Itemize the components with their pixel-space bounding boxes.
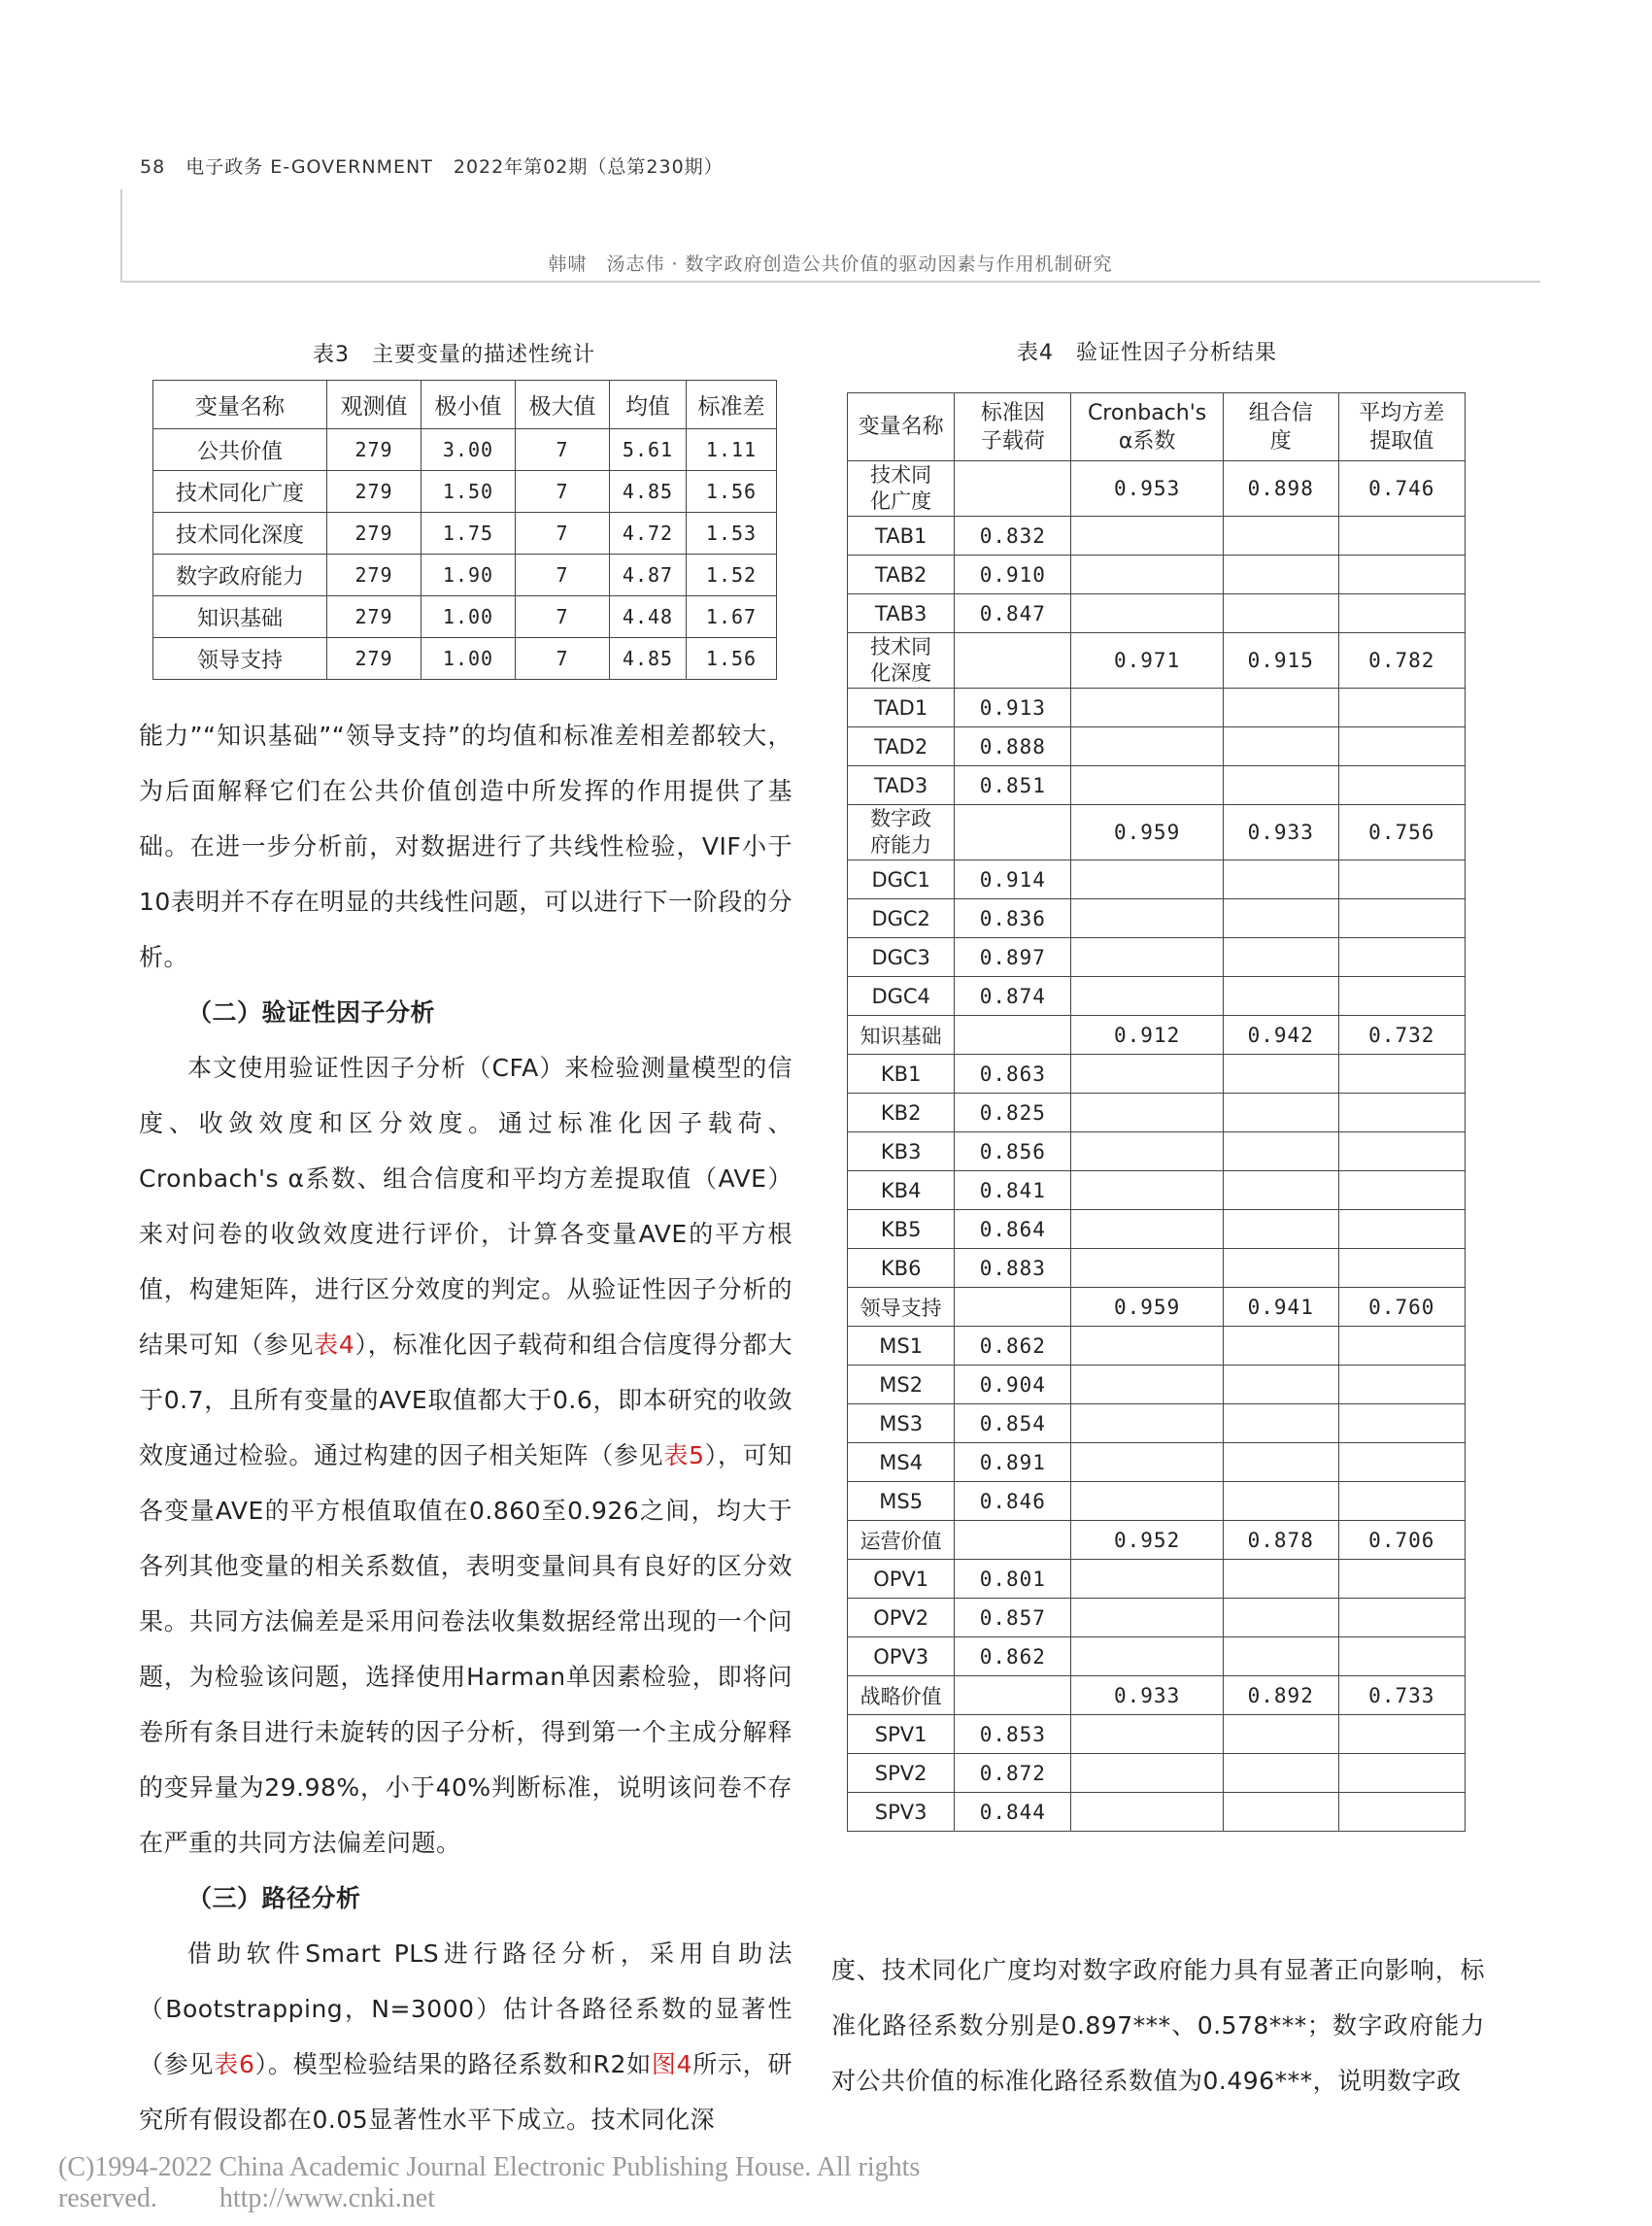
table4-value-cell: 0.941 — [1223, 1288, 1338, 1327]
table3-value-cell: 1.75 — [421, 513, 516, 555]
table4-variable-cell: 技术同化广度 — [848, 461, 955, 517]
table4-variable-cell: SPV1 — [848, 1715, 955, 1754]
table4-value-cell — [1338, 1055, 1465, 1094]
table3-variable-cell: 技术同化深度 — [153, 513, 327, 555]
table4-row — [848, 1560, 1466, 1599]
table4-value-cell: 0.847 — [955, 594, 1071, 633]
table4-row — [848, 1288, 1466, 1327]
table3-value-cell: 5.61 — [610, 429, 687, 471]
table4-value-cell — [955, 805, 1071, 860]
table4-value-cell: 0.851 — [955, 766, 1071, 805]
right-column-text — [831, 1942, 1485, 2108]
table4-value-cell — [1071, 1482, 1224, 1521]
table4-value-cell — [1071, 1443, 1224, 1482]
table4-value-cell — [1338, 860, 1465, 899]
table4-value-cell — [1223, 1599, 1338, 1637]
ref-table5-link[interactable]: 表5 — [663, 1441, 705, 1469]
table4-variable-cell: KB3 — [848, 1132, 955, 1171]
table4-variable-cell: OPV2 — [848, 1599, 955, 1637]
table4-value-cell — [1223, 1171, 1338, 1210]
table4-value-cell — [1338, 1132, 1465, 1171]
table4-header-row — [848, 393, 1466, 461]
ref-table6-link[interactable]: 表6 — [214, 2050, 255, 2078]
table4-value-cell — [1071, 1132, 1224, 1171]
table4-value-cell — [1338, 1560, 1465, 1599]
table4-value-cell: 0.862 — [955, 1637, 1071, 1676]
table4-variable-cell: TAD3 — [848, 766, 955, 805]
section-heading-cfa: （二）验证性因子分析 — [187, 998, 436, 1027]
table4-value-cell — [1338, 766, 1465, 805]
table4-variable-cell: KB5 — [848, 1210, 955, 1249]
table4-value-cell — [955, 1676, 1071, 1715]
table4-value-cell — [1071, 1171, 1224, 1210]
table3-value-cell: 7 — [516, 471, 610, 513]
left-column-text — [139, 708, 792, 2147]
table4-value-cell: 0.910 — [955, 556, 1071, 594]
table4-header-cell: 平均方差提取值 — [1338, 393, 1465, 461]
header-horizontal-rule — [120, 281, 1540, 283]
table4-value-cell — [1223, 938, 1338, 977]
table4-value-cell — [1223, 1055, 1338, 1094]
table4-value-cell — [1071, 689, 1224, 727]
table4-row — [848, 805, 1466, 860]
table4-row — [848, 689, 1466, 727]
table4-value-cell — [1223, 1482, 1338, 1521]
table4-value-cell — [1338, 1210, 1465, 1249]
table4-value-cell — [1071, 1210, 1224, 1249]
table3-value-cell: 3.00 — [421, 429, 516, 471]
table3-header-row — [153, 381, 777, 429]
table4-value-cell — [1071, 1754, 1224, 1793]
table4-value-cell — [1338, 594, 1465, 633]
table4-value-cell — [1223, 1249, 1338, 1288]
table3-value-cell: 4.72 — [610, 513, 687, 555]
table4-value-cell — [1223, 517, 1338, 556]
table4-value-cell — [1223, 1327, 1338, 1366]
table4-value-cell — [1071, 1637, 1224, 1676]
table4-value-cell — [1223, 1404, 1338, 1443]
table4-value-cell — [1338, 977, 1465, 1016]
table4-value-cell: 0.952 — [1071, 1521, 1224, 1560]
table4-value-cell: 0.897 — [955, 938, 1071, 977]
table4-value-cell — [1338, 1637, 1465, 1676]
footer — [58, 2152, 1360, 2214]
table4-value-cell: 0.915 — [1223, 633, 1338, 689]
issue-info: 2022年第02期（总第230期） — [453, 156, 724, 178]
table4-value-cell — [1071, 1327, 1224, 1366]
paragraph-cfa: 本文使用验证性因子分析（CFA）来检验测量模型的信度、收敛效度和区分效度。通过标准化因子载荷、Cronbach's α系数、组合信度和平均方差提取值（AVE）来对问卷的收敛效度进行评价，计算各变量AVE的平方根值，构建矩阵，进行区分效度的判定。从验证性因子分析的结果可知（参见表4），标准化因子载荷和组合信度得分都大于0.7，且所有变量的AVE取值都大于0.6，即本研究的收敛效度通过检验。通过构建的因子相关矩阵（参见表5），可知各变量AVE的平方根值取值在0.860至0.926之间，均大于各列其他变量的相关系数值，表明变量间具有良好的区分效果。共同方法偏差是采用问卷法收集数据经常出现的一个问题，为检验该问题，选择使用Harman单因素检验，即将问卷所有条目进行未旋转的因子分析，得到第一个主成分解释的变异量为29.98%，小于40%判断标准，说明该问卷不存在严重的共同方法偏差问题。 — [139, 1054, 792, 1857]
table4-row — [848, 938, 1466, 977]
table4-row — [848, 1171, 1466, 1210]
table3-value-cell: 279 — [327, 429, 421, 471]
table4-variable-cell: TAB2 — [848, 556, 955, 594]
paragraph-continued: 能力”“知识基础”“领导支持”的均值和标准差相差都较大，为后面解释它们在公共价值创造中所发挥的作用提供了基础。在进一步分析前，对数据进行了共线性检验，VIF小于10表明并不存在明显的共线性问题，可以进行下一阶段的分析。 — [139, 722, 792, 971]
table4-value-cell: 0.933 — [1071, 1676, 1224, 1715]
paragraph-path: 借助软件Smart PLS进行路径分析，采用自助法（Bootstrapping，N=3000）估计各路径系数的显著性（参见表6）。模型检验结果的路径系数和R2如图4所示，研究所有假设都在0.05显著性水平下成立。技术同化深 — [139, 1939, 792, 2134]
table4-row — [848, 1443, 1466, 1482]
table4-value-cell: 0.856 — [955, 1132, 1071, 1171]
table4-value-cell: 0.914 — [955, 860, 1071, 899]
table4-value-cell: 0.898 — [1223, 461, 1338, 517]
table4-value-cell — [1071, 1055, 1224, 1094]
table4-row — [848, 556, 1466, 594]
table4-variable-cell: 知识基础 — [848, 1016, 955, 1055]
table3-value-cell: 1.52 — [687, 555, 777, 596]
table3-value-cell: 1.53 — [687, 513, 777, 555]
table4-row — [848, 899, 1466, 938]
table4-value-cell — [955, 461, 1071, 517]
table4-row — [848, 1482, 1466, 1521]
table4-value-cell — [1223, 1560, 1338, 1599]
table4-value-cell: 0.904 — [955, 1366, 1071, 1404]
table4-value-cell — [1071, 556, 1224, 594]
table4-value-cell — [1338, 1482, 1465, 1521]
table4-value-cell — [1338, 1327, 1465, 1366]
table4-value-cell — [1338, 1599, 1465, 1637]
table4-value-cell — [1338, 1171, 1465, 1210]
table4-value-cell: 0.863 — [955, 1055, 1071, 1094]
table4-variable-cell: 战略价值 — [848, 1676, 955, 1715]
table4-value-cell: 0.888 — [955, 727, 1071, 766]
table4-row — [848, 633, 1466, 689]
ref-table4-link[interactable]: 表4 — [314, 1331, 355, 1359]
table4-value-cell: 0.801 — [955, 1560, 1071, 1599]
table4-variable-cell: TAB1 — [848, 517, 955, 556]
table4-value-cell — [955, 633, 1071, 689]
table4-variable-cell: 领导支持 — [848, 1288, 955, 1327]
table4-variable-cell: MS3 — [848, 1404, 955, 1443]
table4-value-cell — [1223, 594, 1338, 633]
table4-value-cell — [1223, 766, 1338, 805]
table3-value-cell: 1.67 — [687, 596, 777, 638]
table4-value-cell — [1071, 517, 1224, 556]
table4-value-cell: 0.874 — [955, 977, 1071, 1016]
table4-value-cell — [1071, 1793, 1224, 1832]
copyright-text: (C)1994-2022 China Academic Journal Electronic Publishing House. All rights reserved. — [58, 2152, 921, 2213]
table4-value-cell: 0.872 — [955, 1754, 1071, 1793]
page-header — [140, 152, 737, 179]
table4-value-cell — [1223, 1366, 1338, 1404]
table4-value-cell — [1223, 899, 1338, 938]
table4-value-cell: 0.857 — [955, 1599, 1071, 1637]
table3-variable-cell: 公共价值 — [153, 429, 327, 471]
table3-value-cell: 1.56 — [687, 471, 777, 513]
table4-variable-cell: KB1 — [848, 1055, 955, 1094]
table4-row — [848, 1094, 1466, 1132]
table3-header-cell: 均值 — [610, 381, 687, 429]
table4-value-cell — [1223, 727, 1338, 766]
table4-value-cell: 0.878 — [1223, 1521, 1338, 1560]
table4-variable-cell: MS5 — [848, 1482, 955, 1521]
table4-value-cell: 0.854 — [955, 1404, 1071, 1443]
table4-value-cell: 0.913 — [955, 689, 1071, 727]
table4-value-cell — [1071, 1094, 1224, 1132]
table4-row — [848, 1249, 1466, 1288]
table4-variable-cell: DGC4 — [848, 977, 955, 1016]
table3-value-cell: 4.48 — [610, 596, 687, 638]
table3-header-cell: 变量名称 — [153, 381, 327, 429]
table3-value-cell: 1.50 — [421, 471, 516, 513]
table4-variable-cell: KB4 — [848, 1171, 955, 1210]
running-title: 韩啸 汤志伟 · 数字政府创造公共价值的驱动因素与作用机制研究 — [548, 253, 1113, 275]
table4-value-cell — [1223, 1094, 1338, 1132]
table4-row — [848, 727, 1466, 766]
table4-value-cell — [1338, 689, 1465, 727]
table4-value-cell: 0.733 — [1338, 1676, 1465, 1715]
table3-value-cell: 4.85 — [610, 638, 687, 680]
table3-value-cell: 279 — [327, 638, 421, 680]
table4-row — [848, 1715, 1466, 1754]
table4-value-cell — [1338, 517, 1465, 556]
table4-value-cell: 0.942 — [1223, 1016, 1338, 1055]
table4-variable-cell: MS1 — [848, 1327, 955, 1366]
table4-value-cell: 0.841 — [955, 1171, 1071, 1210]
table4-value-cell — [955, 1016, 1071, 1055]
table4-row — [848, 1754, 1466, 1793]
table4-variable-cell: TAD1 — [848, 689, 955, 727]
table4-variable-cell: MS4 — [848, 1443, 955, 1482]
table4-value-cell: 0.782 — [1338, 633, 1465, 689]
table4-value-cell — [1338, 1443, 1465, 1482]
table4-row — [848, 977, 1466, 1016]
table3-value-cell: 4.85 — [610, 471, 687, 513]
table4-row — [848, 1521, 1466, 1560]
table4-row — [848, 1327, 1466, 1366]
table4-value-cell: 0.953 — [1071, 461, 1224, 517]
table4-value-cell: 0.746 — [1338, 461, 1465, 517]
table4-variable-cell: TAD2 — [848, 727, 955, 766]
table4-value-cell: 0.732 — [1338, 1016, 1465, 1055]
table4-variable-cell: DGC3 — [848, 938, 955, 977]
table4-variable-cell: 技术同化深度 — [848, 633, 955, 689]
table4-row — [848, 1676, 1466, 1715]
table4-value-cell — [1071, 899, 1224, 938]
table4-value-cell: 0.760 — [1338, 1288, 1465, 1327]
table4-value-cell — [1338, 938, 1465, 977]
table4-row — [848, 1366, 1466, 1404]
table4-value-cell — [955, 1521, 1071, 1560]
table4-value-cell — [1223, 1637, 1338, 1676]
table3-value-cell: 1.00 — [421, 638, 516, 680]
table4-value-cell — [1071, 1249, 1224, 1288]
table4-value-cell — [1071, 766, 1224, 805]
table4-row — [848, 1210, 1466, 1249]
table3-row — [153, 638, 777, 680]
table3-value-cell: 279 — [327, 513, 421, 555]
table4-header-cell: Cronbach's α系数 — [1071, 393, 1224, 461]
table4-value-cell — [1223, 1132, 1338, 1171]
table4-value-cell — [1223, 1754, 1338, 1793]
table3-header-cell: 极大值 — [516, 381, 610, 429]
table4-value-cell: 0.933 — [1223, 805, 1338, 860]
table4-value-cell — [1338, 1754, 1465, 1793]
table3-value-cell: 7 — [516, 513, 610, 555]
table4-value-cell: 0.844 — [955, 1793, 1071, 1832]
table4-value-cell — [1338, 1404, 1465, 1443]
table3-value-cell: 279 — [327, 555, 421, 596]
table4-header-cell: 变量名称 — [848, 393, 955, 461]
table4-variable-cell: OPV3 — [848, 1637, 955, 1676]
table4-variable-cell: DGC1 — [848, 860, 955, 899]
table3-value-cell: 7 — [516, 429, 610, 471]
table4-value-cell — [1223, 556, 1338, 594]
page-number: 58 — [140, 156, 166, 178]
table4-row — [848, 1016, 1466, 1055]
footer-url: http://www.cnki.net — [219, 2183, 435, 2213]
table4-value-cell: 0.832 — [955, 517, 1071, 556]
table3-header-cell: 标准差 — [687, 381, 777, 429]
table4-value-cell: 0.756 — [1338, 805, 1465, 860]
table4-row — [848, 517, 1466, 556]
table4-variable-cell: 运营价值 — [848, 1521, 955, 1560]
table4-value-cell — [1223, 689, 1338, 727]
table4-value-cell: 0.862 — [955, 1327, 1071, 1366]
table4-value-cell: 0.706 — [1338, 1521, 1465, 1560]
ref-figure4-link[interactable]: 图4 — [651, 2050, 693, 2078]
table4-value-cell — [1223, 1210, 1338, 1249]
table4-variable-cell: DGC2 — [848, 899, 955, 938]
table4-value-cell — [955, 1288, 1071, 1327]
table4-variable-cell: SPV3 — [848, 1793, 955, 1832]
table4-value-cell — [1071, 1599, 1224, 1637]
section-heading-path: （三）路径分析 — [187, 1884, 361, 1912]
table4-value-cell — [1338, 1715, 1465, 1754]
table4-variable-cell: KB2 — [848, 1094, 955, 1132]
table3-value-cell: 7 — [516, 555, 610, 596]
table4-value-cell: 0.846 — [955, 1482, 1071, 1521]
table4-value-cell: 0.891 — [955, 1443, 1071, 1482]
table4-value-cell — [1071, 938, 1224, 977]
table4-value-cell — [1338, 727, 1465, 766]
table3-value-cell: 1.90 — [421, 555, 516, 596]
table3-value-cell: 279 — [327, 596, 421, 638]
table3-variable-cell: 领导支持 — [153, 638, 327, 680]
table4-value-cell: 0.959 — [1071, 1288, 1224, 1327]
table4-row — [848, 594, 1466, 633]
table3-row — [153, 596, 777, 638]
table4-value-cell: 0.912 — [1071, 1016, 1224, 1055]
table3-value-cell: 279 — [327, 471, 421, 513]
table4-value-cell — [1071, 1715, 1224, 1754]
table3-row — [153, 471, 777, 513]
table4-variable-cell: TAB3 — [848, 594, 955, 633]
table4-value-cell: 0.883 — [955, 1249, 1071, 1288]
table4-row — [848, 1055, 1466, 1094]
table4-value-cell — [1071, 860, 1224, 899]
table4-value-cell — [1338, 1249, 1465, 1288]
table4-row — [848, 860, 1466, 899]
table4-variable-cell: KB6 — [848, 1249, 955, 1288]
table4-value-cell — [1071, 1366, 1224, 1404]
table4-value-cell — [1338, 1094, 1465, 1132]
table4 — [847, 392, 1466, 1832]
journal-name: 电子政务 E-GOVERNMENT — [185, 156, 433, 178]
table3-value-cell: 1.11 — [687, 429, 777, 471]
table4-row — [848, 1637, 1466, 1676]
table3-caption: 表3 主要变量的描述性统计 — [313, 343, 595, 367]
table4-row — [848, 1404, 1466, 1443]
table4-value-cell — [1071, 727, 1224, 766]
table3-header-cell: 观测值 — [327, 381, 421, 429]
table3-value-cell: 4.87 — [610, 555, 687, 596]
table4-row — [848, 461, 1466, 517]
table4-value-cell — [1338, 1793, 1465, 1832]
table3-value-cell: 1.56 — [687, 638, 777, 680]
table4-value-cell — [1338, 899, 1465, 938]
table3-variable-cell: 数字政府能力 — [153, 555, 327, 596]
table3-row — [153, 555, 777, 596]
table4-header-cell: 组合信度 — [1223, 393, 1338, 461]
table4-value-cell — [1223, 860, 1338, 899]
table4-value-cell — [1071, 1404, 1224, 1443]
table4-value-cell — [1223, 1715, 1338, 1754]
table4-variable-cell: SPV2 — [848, 1754, 955, 1793]
table4-value-cell — [1338, 1366, 1465, 1404]
table4-value-cell: 0.864 — [955, 1210, 1071, 1249]
table4-value-cell — [1071, 977, 1224, 1016]
table4-row — [848, 1793, 1466, 1832]
table4-variable-cell: OPV1 — [848, 1560, 955, 1599]
table3-value-cell: 7 — [516, 638, 610, 680]
table4-row — [848, 766, 1466, 805]
table4-value-cell — [1338, 556, 1465, 594]
table3-value-cell: 1.00 — [421, 596, 516, 638]
table4-value-cell: 0.836 — [955, 899, 1071, 938]
table4-caption: 表4 验证性因子分析结果 — [1017, 341, 1277, 365]
table4-value-cell: 0.892 — [1223, 1676, 1338, 1715]
table3-variable-cell: 技术同化广度 — [153, 471, 327, 513]
table3-row — [153, 513, 777, 555]
table4-value-cell: 0.853 — [955, 1715, 1071, 1754]
table4-header-cell: 标准因子载荷 — [955, 393, 1071, 461]
table4-value-cell — [1071, 1560, 1224, 1599]
table4-row — [848, 1132, 1466, 1171]
table4-variable-cell: 数字政府能力 — [848, 805, 955, 860]
table4-value-cell — [1223, 1443, 1338, 1482]
table4-value-cell — [1223, 1793, 1338, 1832]
table4-variable-cell: MS2 — [848, 1366, 955, 1404]
table4-value-cell: 0.825 — [955, 1094, 1071, 1132]
table4-value-cell — [1223, 977, 1338, 1016]
paragraph-right: 度、技术同化广度均对数字政府能力具有显著正向影响，标准化路径系数分别是0.897***、0.578***；数字政府能力对公共价值的标准化路径系数值为0.496***，说明数字政 — [831, 1956, 1485, 2095]
table4-value-cell: 0.959 — [1071, 805, 1224, 860]
table4-value-cell — [1071, 594, 1224, 633]
table3 — [152, 380, 777, 680]
table4-row — [848, 1599, 1466, 1637]
table3-variable-cell: 知识基础 — [153, 596, 327, 638]
table3-header-cell: 极小值 — [421, 381, 516, 429]
table3-row — [153, 429, 777, 471]
table4-value-cell: 0.971 — [1071, 633, 1224, 689]
table3-value-cell: 7 — [516, 596, 610, 638]
